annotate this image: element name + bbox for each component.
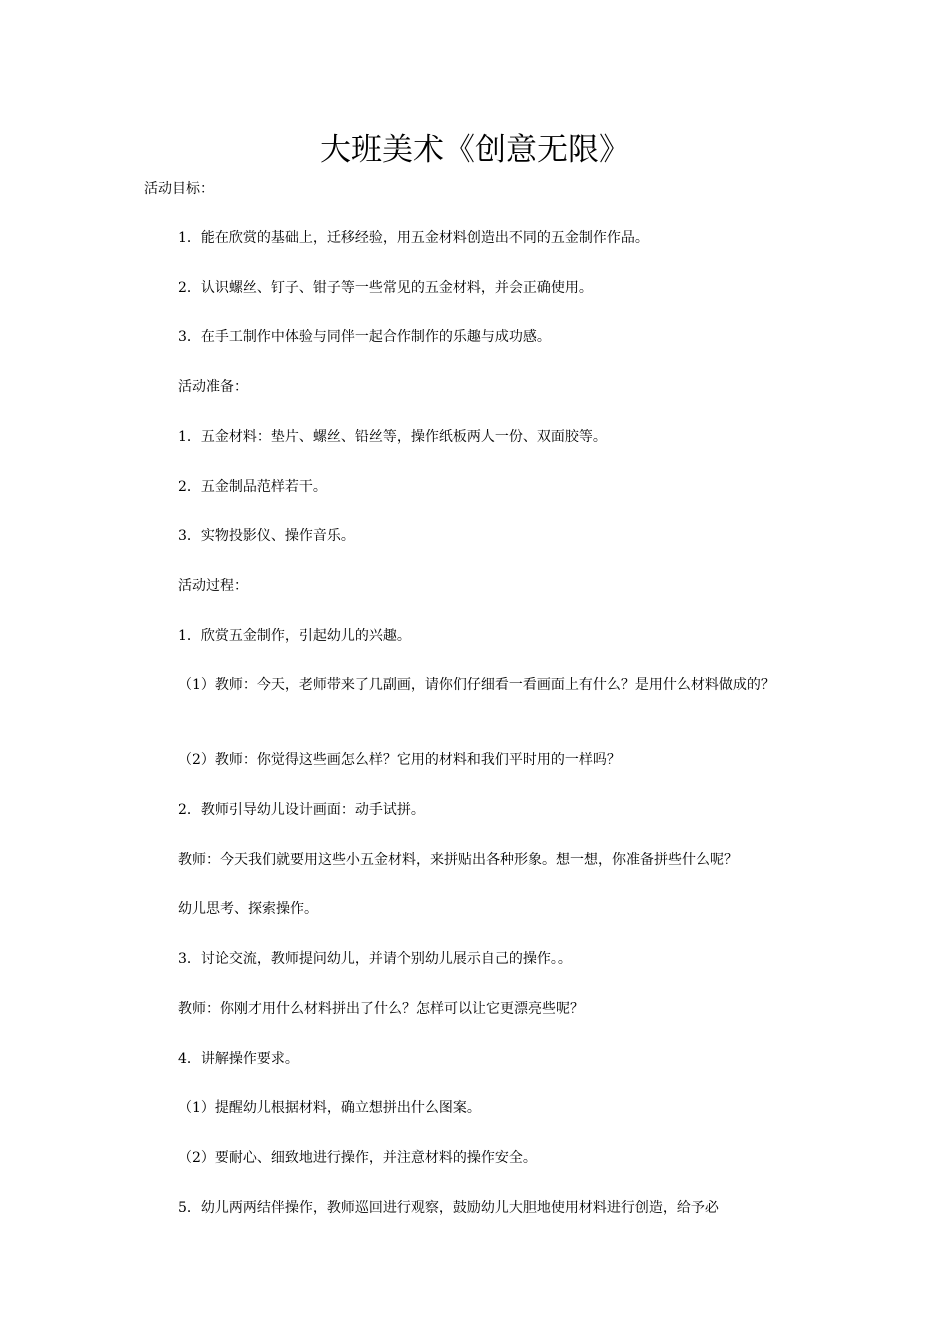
paragraph: 2．教师引导幼儿设计画面：动手试拼。 [178, 802, 425, 818]
paragraph: （2）要耐心、细致地进行操作，并注意材料的操作安全。 [178, 1150, 537, 1166]
section-heading-process: 活动过程： [178, 578, 248, 594]
document-title: 大班美术《创意无限》 [320, 132, 630, 168]
paragraph: 1．欣赏五金制作，引起幼儿的兴趣。 [178, 628, 411, 644]
paragraph: 1．能在欣赏的基础上，迁移经验，用五金材料创造出不同的五金制作作品。 [178, 230, 649, 246]
paragraph: 教师：你刚才用什么材料拼出了什么？怎样可以让它更漂亮些呢？ [178, 1001, 584, 1017]
section-heading-preparation: 活动准备： [178, 379, 248, 395]
paragraph: 2．五金制品范样若干。 [178, 479, 327, 495]
paragraph: （2）教师：你觉得这些画怎么样？它用的材料和我们平时用的一样吗？ [178, 752, 621, 768]
paragraph: 4．讲解操作要求。 [178, 1051, 299, 1067]
paragraph: （1）提醒幼儿根据材料，确立想拼出什么图案。 [178, 1100, 481, 1116]
paragraph: （1）教师：今天，老师带来了几副画，请你们仔细看一看画面上有什么？是用什么材料做成的？ [178, 677, 775, 693]
paragraph: 教师：今天我们就要用这些小五金材料，来拼贴出各种形象。想一想，你准备拼些什么呢？ [178, 852, 738, 868]
paragraph: 幼儿思考、探索操作。 [178, 901, 318, 917]
paragraph: 3．实物投影仪、操作音乐。 [178, 528, 355, 544]
section-heading-goals: 活动目标： [144, 181, 214, 197]
paragraph: 2．认识螺丝、钉子、钳子等一些常见的五金材料，并会正确使用。 [178, 280, 593, 296]
paragraph: 3．讨论交流，教师提问幼儿，并请个别幼儿展示自己的操作。。 [178, 951, 572, 967]
paragraph: 5．幼儿两两结伴操作，教师巡回进行观察，鼓励幼儿大胆地使用材料进行创造，给予必 [178, 1200, 719, 1216]
paragraph: 3．在手工制作中体验与同伴一起合作制作的乐趣与成功感。 [178, 329, 551, 345]
paragraph: 1．五金材料：垫片、螺丝、铅丝等，操作纸板两人一份、双面胶等。 [178, 429, 607, 445]
